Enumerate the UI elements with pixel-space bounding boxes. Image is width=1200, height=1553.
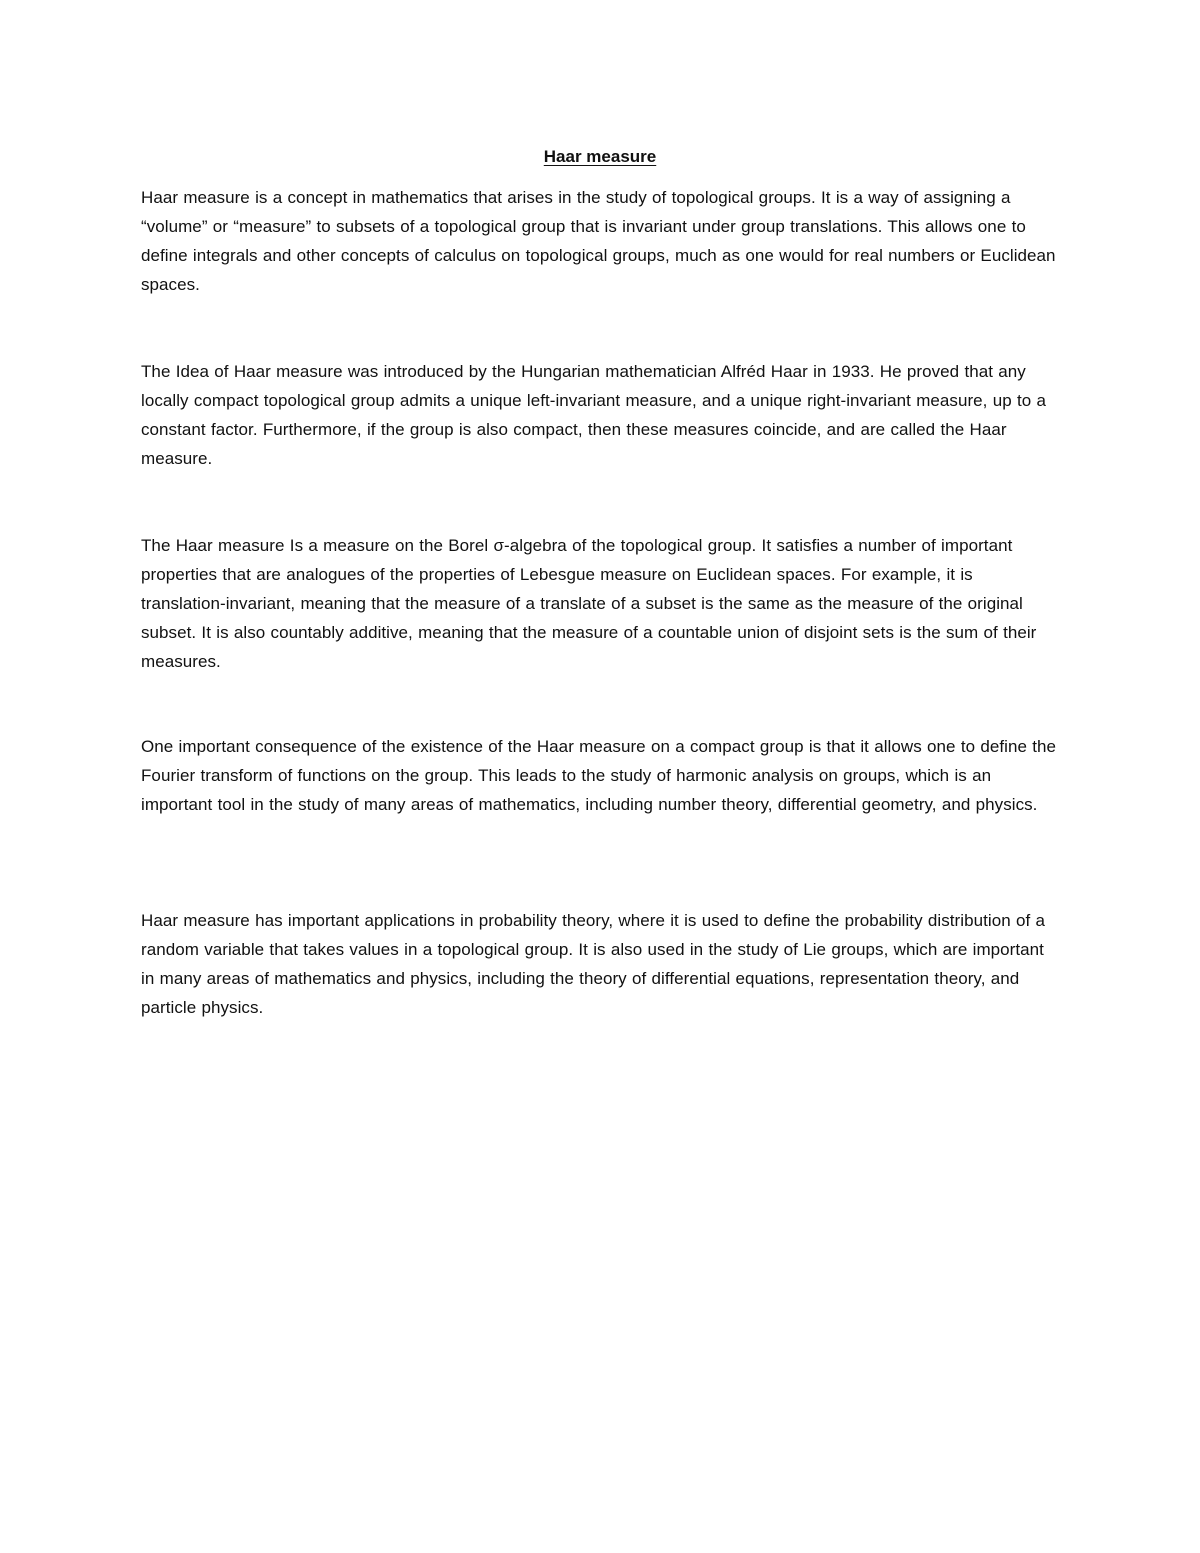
paragraph-applications: Haar measure has important applications in probability theory, where it is used to define the probability distribution of a random variable that takes values in a topological group. It is also used in the study of Lie groups, which are important in many areas of mathematics and physics, including the theory of differential equations, representation theory, and particle physics. bbox=[141, 911, 1046, 1017]
paragraph-history: The Idea of Haar measure was introduced by the Hungarian mathematician Alfréd Haar in 1933. He proved that any locally compact topological group admits a unique left-invariant measure, and a unique right-invariant measure, up to a constant factor. Furthermore, if the group is also compact, then these measures coincide, and are called the Haar measure. bbox=[141, 362, 1047, 468]
paragraph-fourier-consequence: One important consequence of the existence of the Haar measure on a compact group is that it allows one to define the Fourier transform of functions on the group. This leads to the study of harmonic analysis on groups, which is an important tool in the study of many areas of mathematics, including number theory, differential geometry, and physics. bbox=[141, 737, 1057, 814]
document-title-text: Haar measure bbox=[543, 147, 657, 166]
paragraph-introduction: Haar measure is a concept in mathematics that arises in the study of topological groups. It is a way of assigning a “volume” or “measure” to subsets of a topological group that is invariant under group translations. This allows one to define integrals and other concepts of calculus on topological groups, much as one would for real numbers or Euclidean spaces. bbox=[141, 188, 1056, 294]
paragraph-properties: The Haar measure Is a measure on the Borel σ-algebra of the topological group. It satisfies a number of important properties that are analogues of the properties of Lebesgue measure on Euclidean spaces. For example, it is translation-invariant, meaning that the measure of a translate of a subset is the same as the measure of the original subset. It is also countably additive, meaning that the measure of a countable union of disjoint sets is the sum of their measures. bbox=[141, 536, 1037, 671]
document-title bbox=[0, 144, 1200, 170]
